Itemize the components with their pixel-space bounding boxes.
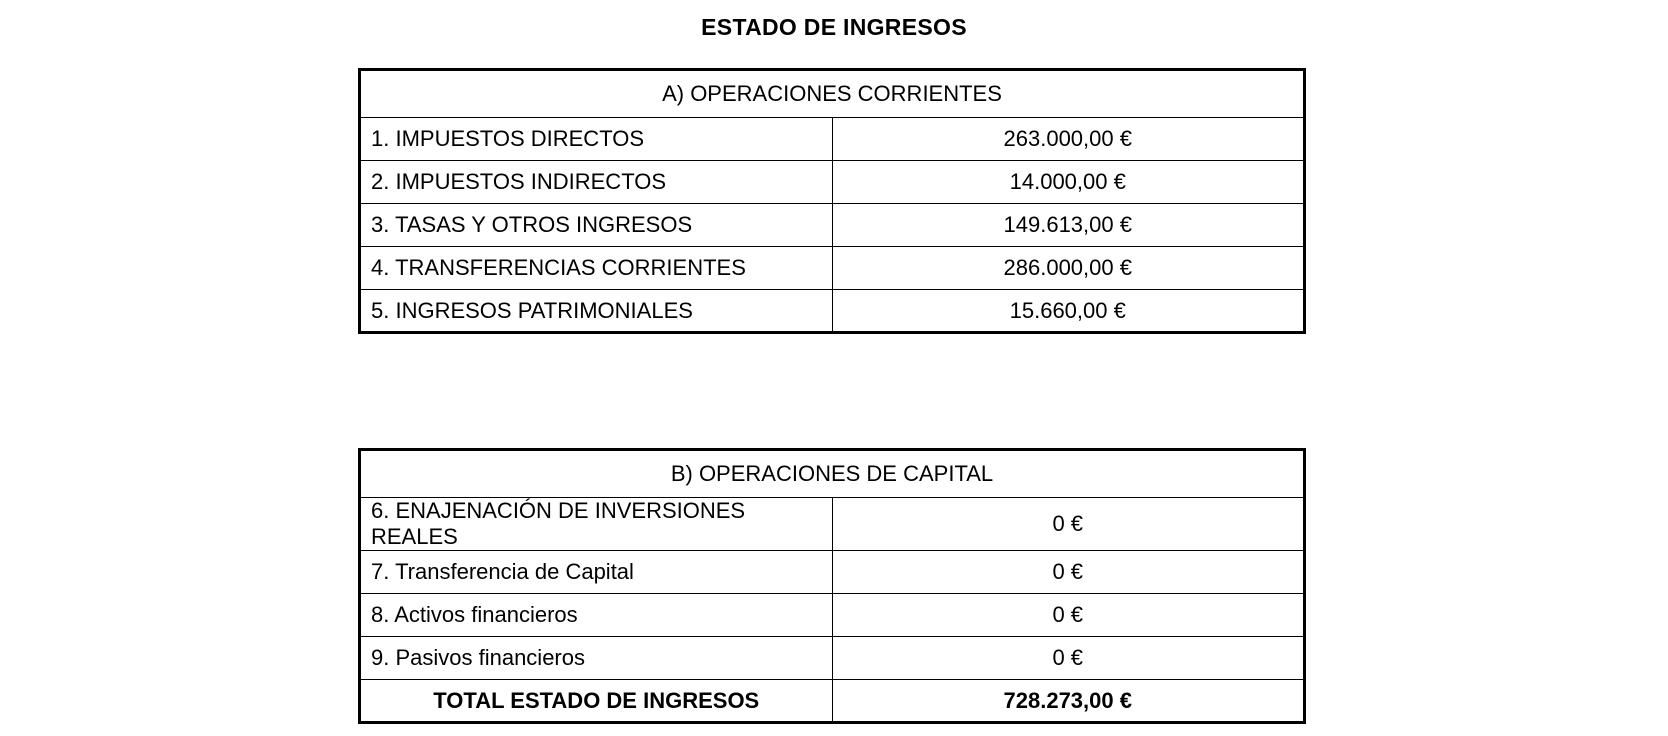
row-concept: 6. ENAJENACIÓN DE INVERSIONES REALES [360, 498, 833, 551]
total-amount: 728.273,00 € [832, 680, 1305, 723]
row-amount: 263.000,00 € [832, 118, 1305, 161]
table-section-header-row [360, 450, 1305, 498]
row-concept: 3. TASAS Y OTROS INGRESOS [360, 204, 833, 247]
table-section-header-row [360, 70, 1305, 118]
row-amount: 286.000,00 € [832, 247, 1305, 290]
row-amount: 0 € [832, 551, 1305, 594]
table-row [360, 118, 1305, 161]
section-a-header: A) OPERACIONES CORRIENTES [360, 70, 1305, 118]
row-amount: 0 € [832, 498, 1305, 551]
section-b-header: B) OPERACIONES DE CAPITAL [360, 450, 1305, 498]
row-amount: 0 € [832, 637, 1305, 680]
income-capital-operations-table [358, 448, 1306, 724]
row-concept: 5. INGRESOS PATRIMONIALES [360, 290, 833, 333]
table-row [360, 290, 1305, 333]
row-concept: 1. IMPUESTOS DIRECTOS [360, 118, 833, 161]
page-title: ESTADO DE INGRESOS [701, 14, 967, 40]
table-row [360, 247, 1305, 290]
table-row [360, 498, 1305, 551]
table-row [360, 594, 1305, 637]
table-row [360, 551, 1305, 594]
row-amount: 0 € [832, 594, 1305, 637]
row-amount: 149.613,00 € [832, 204, 1305, 247]
total-label: TOTAL ESTADO DE INGRESOS [360, 680, 833, 723]
row-amount: 15.660,00 € [832, 290, 1305, 333]
row-concept: 2. IMPUESTOS INDIRECTOS [360, 161, 833, 204]
row-amount: 14.000,00 € [832, 161, 1305, 204]
table-row [360, 204, 1305, 247]
row-concept: 8. Activos financieros [360, 594, 833, 637]
row-concept: 9. Pasivos financieros [360, 637, 833, 680]
table-row [360, 161, 1305, 204]
table-row [360, 637, 1305, 680]
income-current-operations-table [358, 68, 1306, 334]
table-total-row [360, 680, 1305, 723]
row-concept: 4. TRANSFERENCIAS CORRIENTES [360, 247, 833, 290]
row-concept: 7. Transferencia de Capital [360, 551, 833, 594]
